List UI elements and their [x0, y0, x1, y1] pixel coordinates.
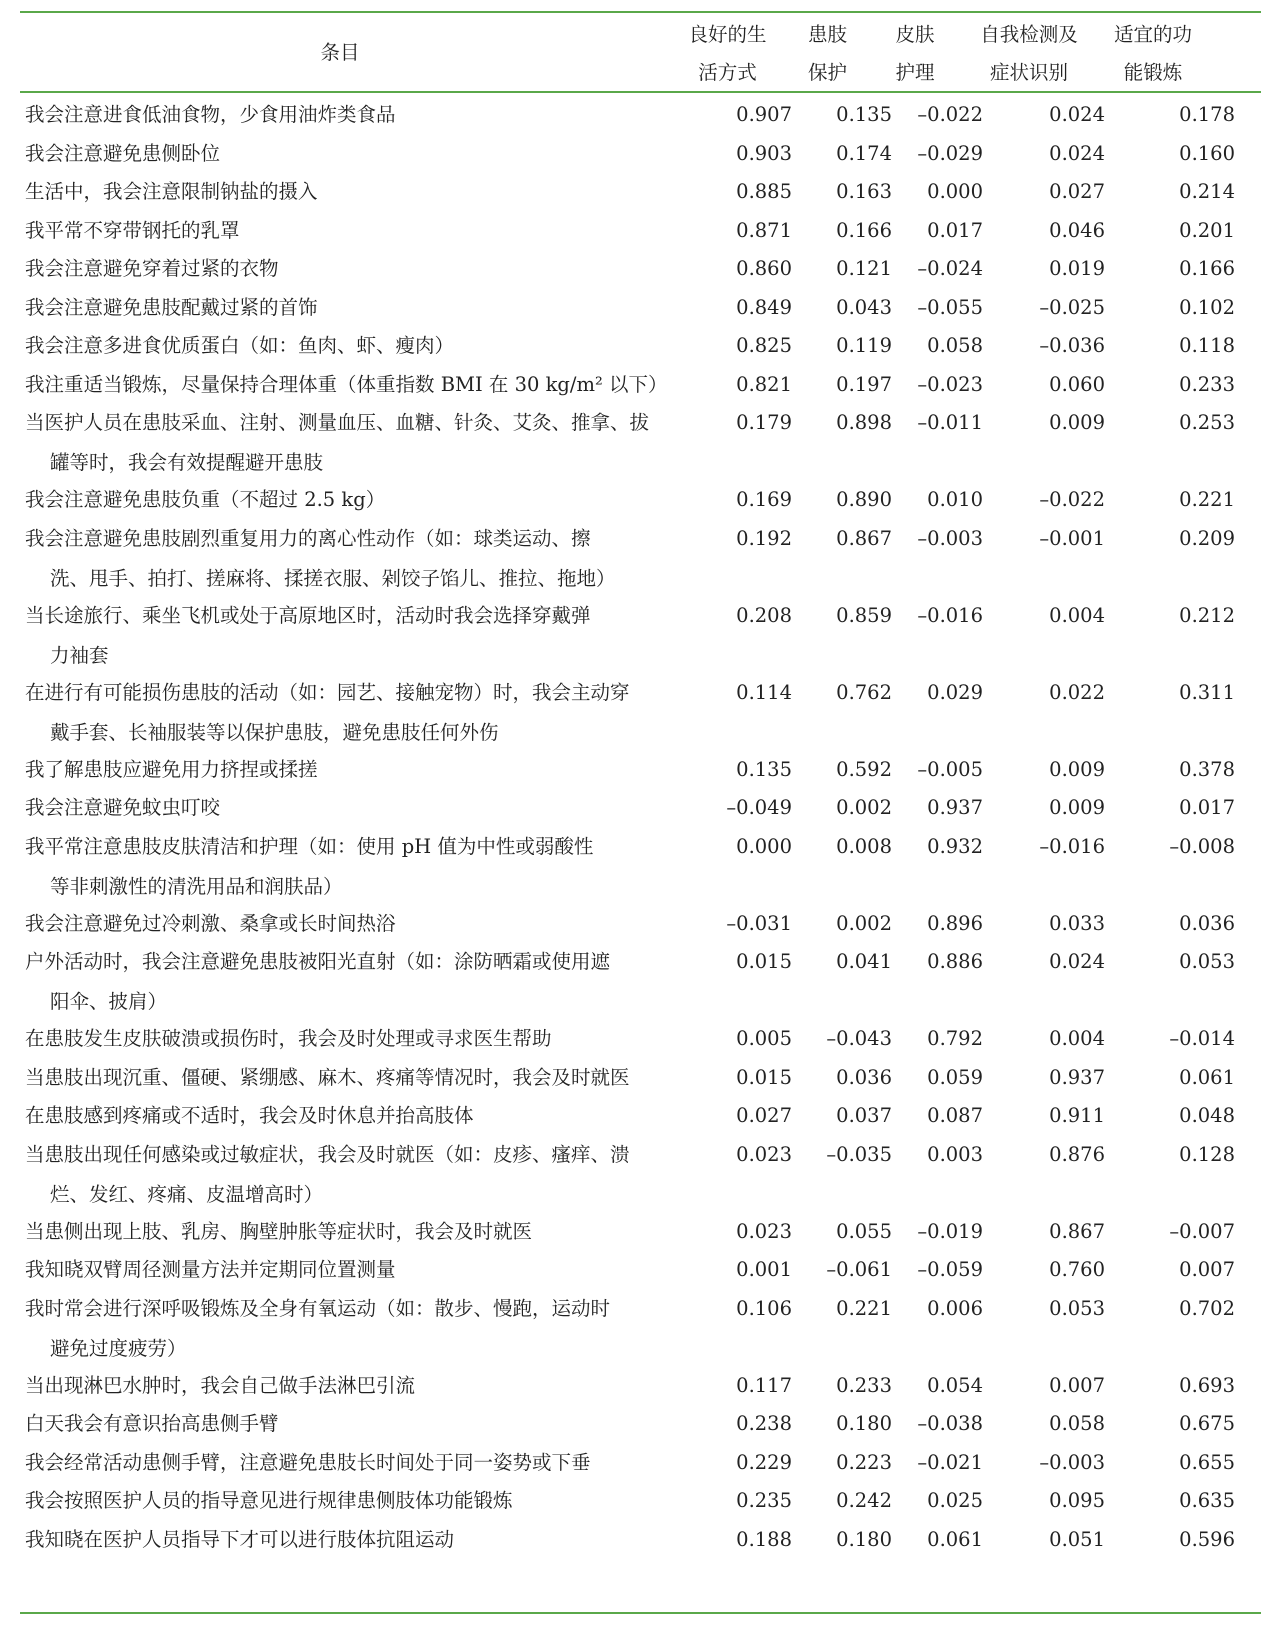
header-col-exercise — [1103, 16, 1203, 92]
value-skin-care: 0.061 — [927, 1527, 983, 1551]
value-skin-care: 0.058 — [927, 334, 983, 357]
table-row — [0, 1096, 1271, 1135]
value-lifestyle: –0.031 — [726, 911, 792, 935]
value-limb-protection: –0.043 — [826, 1027, 892, 1050]
value-lifestyle: 0.015 — [736, 950, 792, 973]
value-limb-protection: 0.180 — [836, 1412, 892, 1435]
row-item-continuation: 洗、甩手、拍打、搓麻将、揉搓衣服、剁饺子馅儿、推拉、拖地） — [50, 566, 616, 590]
value-limb-protection: 0.592 — [836, 757, 892, 781]
row-item-text — [25, 365, 693, 405]
table-row — [0, 1443, 1271, 1482]
value-exercise: 0.178 — [1179, 103, 1235, 126]
value-limb-protection: 0.762 — [836, 680, 892, 704]
value-exercise: 0.118 — [1179, 334, 1235, 357]
table-row — [0, 1250, 1271, 1289]
row-item-line: 我知晓双臂周径测量方法并定期同位置测量 — [25, 1258, 396, 1281]
value-self-monitoring: 0.867 — [1049, 1219, 1105, 1243]
header-col-skin-care — [880, 16, 950, 92]
row-item-line: 我会注意避免过冷刺激、桑拿或长时间热浴 — [25, 911, 396, 935]
row-item-line: 我会注意多进食优质蛋白（如：鱼肉、虾、瘦肉） — [25, 334, 455, 357]
header-col-limb-protection-line2: 保护 — [807, 61, 847, 84]
header-item-label: 条目 — [320, 41, 360, 64]
value-skin-care: –0.022 — [917, 103, 983, 126]
value-exercise: –0.008 — [1169, 834, 1235, 858]
value-skin-care: 0.087 — [927, 1104, 983, 1127]
value-limb-protection: 0.180 — [836, 1527, 892, 1551]
value-skin-care: 0.017 — [927, 218, 983, 242]
header-col-self-monitoring-line1: 自我检测及 — [980, 23, 1078, 46]
header-col-self-monitoring-line2: 症状识别 — [989, 61, 1068, 84]
value-limb-protection: 0.041 — [836, 950, 892, 973]
header-col-limb-protection-line1: 患肢 — [807, 23, 847, 46]
row-item-line: 白天我会有意识抬高患侧手臂 — [25, 1412, 279, 1435]
value-limb-protection: 0.043 — [836, 295, 892, 319]
value-exercise: 0.702 — [1179, 1296, 1235, 1320]
header-col-lifestyle-line2: 活方式 — [698, 61, 757, 84]
value-limb-protection: 0.002 — [836, 911, 892, 935]
value-limb-protection: 0.055 — [836, 1219, 892, 1243]
value-skin-care: –0.024 — [917, 257, 983, 280]
value-self-monitoring: 0.022 — [1049, 680, 1105, 704]
row-item-text — [25, 172, 693, 212]
table-body — [0, 95, 1271, 1558]
value-exercise: 0.233 — [1179, 372, 1235, 396]
table-header — [0, 13, 1271, 91]
header-col-lifestyle — [680, 16, 775, 92]
row-item-text — [25, 904, 693, 944]
table-row — [0, 750, 1271, 789]
value-lifestyle: 0.238 — [736, 1412, 792, 1435]
row-item-line: 当患肢出现任何感染或过敏症状，我会及时就医（如：皮疹、瘙痒、溃 — [25, 1142, 630, 1166]
row-item-text — [25, 596, 693, 676]
value-self-monitoring: –0.022 — [1039, 488, 1105, 511]
value-exercise: 0.166 — [1179, 257, 1235, 280]
row-item-text — [25, 1481, 693, 1521]
value-lifestyle: 0.000 — [736, 834, 792, 858]
value-lifestyle: 0.192 — [736, 526, 792, 550]
value-limb-protection: 0.135 — [836, 103, 892, 126]
value-exercise: 0.655 — [1179, 1450, 1235, 1474]
value-lifestyle: 0.188 — [736, 1527, 792, 1551]
value-exercise: 0.017 — [1179, 796, 1235, 819]
table-row — [0, 172, 1271, 211]
row-item-line: 我了解患肢应避免用力挤捏或揉搓 — [25, 757, 318, 781]
row-item-line: 当长途旅行、乘坐飞机或处于高原地区时，活动时我会选择穿戴弹 — [25, 603, 591, 627]
value-limb-protection: 0.036 — [836, 1065, 892, 1089]
value-exercise: 0.596 — [1179, 1527, 1235, 1551]
value-skin-care: –0.038 — [917, 1412, 983, 1435]
value-exercise: 0.053 — [1179, 950, 1235, 973]
row-item-line: 我会注意避免患肢配戴过紧的首饰 — [25, 295, 318, 319]
table-row — [0, 1481, 1271, 1520]
value-lifestyle: 0.179 — [736, 411, 792, 434]
row-item-text — [25, 1250, 693, 1290]
row-item-text — [25, 519, 693, 599]
value-skin-care: 0.006 — [927, 1296, 983, 1320]
value-limb-protection: –0.061 — [826, 1258, 892, 1281]
row-item-text — [25, 942, 693, 1022]
row-item-line: 我平常注意患肢皮肤清洁和护理（如：使用 pH 值为中性或弱酸性 — [25, 834, 594, 858]
table-row — [0, 1135, 1271, 1212]
value-self-monitoring: 0.876 — [1049, 1142, 1105, 1166]
value-lifestyle: 0.001 — [736, 1258, 792, 1281]
value-self-monitoring: 0.009 — [1049, 411, 1105, 434]
value-lifestyle: 0.860 — [736, 257, 792, 280]
value-limb-protection: 0.197 — [836, 372, 892, 396]
value-limb-protection: 0.898 — [836, 411, 892, 434]
value-self-monitoring: –0.025 — [1039, 295, 1105, 319]
row-item-line: 我会注意进食低油食物，少食用油炸类食品 — [25, 103, 396, 126]
row-item-line: 我会经常活动患侧手臂，注意避免患肢长时间处于同一姿势或下垂 — [25, 1450, 591, 1474]
table-row — [0, 673, 1271, 750]
value-exercise: 0.007 — [1179, 1258, 1235, 1281]
table-row — [0, 942, 1271, 1019]
row-item-line: 我平常不穿带钢托的乳罩 — [25, 218, 240, 242]
table-bottom-rule — [20, 1612, 1261, 1614]
table-row — [0, 480, 1271, 519]
value-self-monitoring: 0.095 — [1049, 1489, 1105, 1512]
value-self-monitoring: 0.024 — [1049, 141, 1105, 165]
row-item-line: 我会按照医护人员的指导意见进行规律患侧肢体功能锻炼 — [25, 1489, 513, 1512]
table-row — [0, 1019, 1271, 1058]
row-item-line: 我注重适当锻炼，尽量保持合理体重（体重指数 BMI 在 30 kg/m² 以下） — [25, 372, 668, 396]
value-limb-protection: 0.859 — [836, 603, 892, 627]
value-limb-protection: –0.035 — [826, 1142, 892, 1166]
row-item-text — [25, 403, 693, 483]
table-row — [0, 1212, 1271, 1251]
row-item-line: 当患肢出现沉重、僵硬、紧绷感、麻木、疼痛等情况时，我会及时就医 — [25, 1065, 630, 1089]
table-row — [0, 1058, 1271, 1097]
header-col-skin-care-line1: 皮肤 — [895, 23, 935, 46]
value-skin-care: 0.000 — [927, 180, 983, 203]
value-self-monitoring: 0.019 — [1049, 257, 1105, 280]
value-exercise: –0.007 — [1169, 1219, 1235, 1243]
value-limb-protection: 0.221 — [836, 1296, 892, 1320]
value-skin-care: 0.937 — [927, 796, 983, 819]
row-item-text — [25, 1520, 693, 1560]
value-self-monitoring: 0.058 — [1049, 1412, 1105, 1435]
row-item-continuation: 等非刺激性的清洗用品和润肤品） — [50, 874, 343, 898]
value-exercise: 0.635 — [1179, 1489, 1235, 1512]
row-item-line: 我时常会进行深呼吸锻炼及全身有氧运动（如：散步、慢跑，运动时 — [25, 1296, 611, 1320]
table-row — [0, 95, 1271, 134]
value-exercise: 0.212 — [1179, 603, 1235, 627]
value-lifestyle: 0.885 — [736, 180, 792, 203]
row-item-text — [25, 673, 693, 753]
row-item-text — [25, 1135, 693, 1215]
row-item-line: 户外活动时，我会注意避免患肢被阳光直射（如：涂防晒霜或使用遮 — [25, 950, 611, 973]
value-skin-care: 0.003 — [927, 1142, 983, 1166]
value-skin-care: –0.029 — [917, 141, 983, 165]
value-lifestyle: 0.015 — [736, 1065, 792, 1089]
value-limb-protection: 0.121 — [836, 257, 892, 280]
row-item-line: 我知晓在医护人员指导下才可以进行肢体抗阻运动 — [25, 1527, 455, 1551]
header-col-skin-care-line2: 护理 — [895, 61, 935, 84]
row-item-text — [25, 788, 693, 828]
value-lifestyle: 0.208 — [736, 603, 792, 627]
table-row — [0, 904, 1271, 943]
value-skin-care: 0.029 — [927, 680, 983, 704]
value-limb-protection: 0.002 — [836, 796, 892, 819]
value-lifestyle: –0.049 — [726, 796, 792, 819]
value-self-monitoring: 0.051 — [1049, 1527, 1105, 1551]
value-exercise: 0.253 — [1179, 411, 1235, 434]
row-item-line: 我会注意避免穿着过紧的衣物 — [25, 257, 279, 280]
value-skin-care: 0.932 — [927, 834, 983, 858]
value-lifestyle: 0.023 — [736, 1142, 792, 1166]
value-lifestyle: 0.821 — [736, 372, 792, 396]
value-self-monitoring: –0.036 — [1039, 334, 1105, 357]
value-limb-protection: 0.166 — [836, 218, 892, 242]
value-skin-care: –0.021 — [917, 1450, 983, 1474]
row-item-continuation: 烂、发红、疼痛、皮温增高时） — [50, 1182, 324, 1206]
row-item-line: 当医护人员在患肢采血、注射、测量血压、血糖、针灸、艾灸、推拿、拔 — [25, 411, 650, 434]
value-self-monitoring: 0.024 — [1049, 103, 1105, 126]
row-item-continuation: 力袖套 — [50, 643, 109, 667]
table-row — [0, 365, 1271, 404]
table-row — [0, 1404, 1271, 1443]
header-item — [20, 34, 660, 72]
header-col-lifestyle-line1: 良好的生 — [688, 23, 767, 46]
row-item-text — [25, 211, 693, 251]
value-limb-protection: 0.008 — [836, 834, 892, 858]
value-lifestyle: 0.229 — [736, 1450, 792, 1474]
table-row — [0, 403, 1271, 480]
value-limb-protection: 0.867 — [836, 526, 892, 550]
value-limb-protection: 0.223 — [836, 1450, 892, 1474]
value-limb-protection: 0.233 — [836, 1373, 892, 1397]
row-item-text — [25, 1443, 693, 1483]
value-skin-care: 0.059 — [927, 1065, 983, 1089]
value-exercise: –0.014 — [1169, 1027, 1235, 1050]
value-exercise: 0.209 — [1179, 526, 1235, 550]
value-lifestyle: 0.027 — [736, 1104, 792, 1127]
value-lifestyle: 0.907 — [736, 103, 792, 126]
value-exercise: 0.036 — [1179, 911, 1235, 935]
value-self-monitoring: 0.060 — [1049, 372, 1105, 396]
row-item-continuation: 阳伞、披肩） — [50, 990, 168, 1013]
header-col-limb-protection — [790, 16, 865, 92]
value-skin-care: –0.019 — [917, 1219, 983, 1243]
table-row — [0, 326, 1271, 365]
table-row — [0, 1289, 1271, 1366]
value-skin-care: 0.054 — [927, 1373, 983, 1397]
value-limb-protection: 0.174 — [836, 141, 892, 165]
row-item-line: 在患肢感到疼痛或不适时，我会及时休息并抬高肢体 — [25, 1104, 474, 1127]
row-item-text — [25, 750, 693, 790]
table-header-rule — [20, 91, 1261, 93]
value-skin-care: –0.005 — [917, 757, 983, 781]
table-row — [0, 1520, 1271, 1559]
value-lifestyle: 0.117 — [736, 1373, 792, 1397]
value-lifestyle: 0.135 — [736, 757, 792, 781]
value-lifestyle: 0.871 — [736, 218, 792, 242]
value-self-monitoring: –0.016 — [1039, 834, 1105, 858]
header-col-self-monitoring — [965, 16, 1093, 92]
row-item-text — [25, 95, 693, 135]
value-skin-care: –0.023 — [917, 372, 983, 396]
row-item-line: 生活中，我会注意限制钠盐的摄入 — [25, 180, 318, 203]
row-item-text — [25, 249, 693, 289]
value-skin-care: 0.886 — [927, 950, 983, 973]
row-item-text — [25, 480, 693, 520]
value-skin-care: 0.025 — [927, 1489, 983, 1512]
row-item-continuation: 罐等时，我会有效提醒避开患肢 — [50, 451, 324, 474]
value-limb-protection: 0.163 — [836, 180, 892, 203]
value-self-monitoring: 0.937 — [1049, 1065, 1105, 1089]
row-item-text — [25, 134, 693, 174]
value-limb-protection: 0.037 — [836, 1104, 892, 1127]
table-row — [0, 1366, 1271, 1405]
value-limb-protection: 0.242 — [836, 1489, 892, 1512]
table-row — [0, 519, 1271, 596]
header-col-exercise-line2: 能锻炼 — [1123, 61, 1183, 84]
row-item-line: 我会注意避免患侧卧位 — [25, 141, 221, 165]
value-exercise: 0.378 — [1179, 757, 1235, 781]
value-self-monitoring: 0.027 — [1049, 180, 1105, 203]
value-lifestyle: 0.235 — [736, 1489, 792, 1512]
value-lifestyle: 0.903 — [736, 141, 792, 165]
value-exercise: 0.048 — [1179, 1104, 1235, 1127]
row-item-text — [25, 827, 693, 907]
value-self-monitoring: 0.004 — [1049, 1027, 1105, 1050]
row-item-text — [25, 1058, 693, 1098]
value-self-monitoring: –0.001 — [1039, 526, 1105, 550]
value-lifestyle: 0.005 — [736, 1027, 792, 1050]
value-lifestyle: 0.114 — [736, 680, 792, 704]
value-self-monitoring: 0.004 — [1049, 603, 1105, 627]
value-skin-care: –0.059 — [917, 1258, 983, 1281]
value-self-monitoring: 0.760 — [1049, 1258, 1105, 1281]
table-row — [0, 596, 1271, 673]
value-skin-care: –0.011 — [917, 411, 983, 434]
value-self-monitoring: 0.053 — [1049, 1296, 1105, 1320]
value-lifestyle: 0.169 — [736, 488, 792, 511]
value-lifestyle: 0.023 — [736, 1219, 792, 1243]
row-item-text — [25, 288, 693, 328]
value-exercise: 0.061 — [1179, 1065, 1235, 1089]
value-skin-care: –0.055 — [917, 295, 983, 319]
row-item-line: 当患侧出现上肢、乳房、胸壁肿胀等症状时，我会及时就医 — [25, 1219, 533, 1243]
row-item-text — [25, 1366, 693, 1406]
row-item-line: 我会注意避免蚊虫叮咬 — [25, 796, 221, 819]
row-item-line: 在进行有可能损伤患肢的活动（如：园艺、接触宠物）时，我会主动穿 — [25, 680, 630, 704]
value-self-monitoring: –0.003 — [1039, 1450, 1105, 1474]
value-self-monitoring: 0.911 — [1049, 1104, 1105, 1127]
value-lifestyle: 0.825 — [736, 334, 792, 357]
table-row — [0, 211, 1271, 250]
row-item-continuation: 避免过度疲劳） — [50, 1336, 187, 1360]
value-skin-care: –0.016 — [917, 603, 983, 627]
row-item-text — [25, 1019, 693, 1059]
row-item-text — [25, 1404, 693, 1444]
value-exercise: 0.311 — [1179, 680, 1235, 704]
value-self-monitoring: 0.033 — [1049, 911, 1105, 935]
value-exercise: 0.201 — [1179, 218, 1235, 242]
row-item-text — [25, 1096, 693, 1136]
value-self-monitoring: 0.007 — [1049, 1373, 1105, 1397]
value-skin-care: –0.003 — [917, 526, 983, 550]
value-exercise: 0.102 — [1179, 295, 1235, 319]
row-item-continuation: 戴手套、长袖服装等以保护患肢，避免患肢任何外伤 — [50, 720, 499, 744]
row-item-line: 在患肢发生皮肤破溃或损伤时，我会及时处理或寻求医生帮助 — [25, 1027, 552, 1050]
value-limb-protection: 0.890 — [836, 488, 892, 511]
row-item-line: 当出现淋巴水肿时，我会自己做手法淋巴引流 — [25, 1373, 416, 1397]
value-self-monitoring: 0.046 — [1049, 218, 1105, 242]
header-col-exercise-line1: 适宜的功 — [1113, 23, 1192, 46]
row-item-text — [25, 1212, 693, 1252]
table-row — [0, 827, 1271, 904]
row-item-text — [25, 1289, 693, 1369]
value-exercise: 0.160 — [1179, 141, 1235, 165]
value-skin-care: 0.010 — [927, 488, 983, 511]
table-row — [0, 288, 1271, 327]
table-row — [0, 249, 1271, 288]
table-row — [0, 134, 1271, 173]
value-limb-protection: 0.119 — [836, 334, 892, 357]
value-skin-care: 0.896 — [927, 911, 983, 935]
value-exercise: 0.214 — [1179, 180, 1235, 203]
value-lifestyle: 0.849 — [736, 295, 792, 319]
row-item-line: 我会注意避免患肢剧烈重复用力的离心性动作（如：球类运动、擦 — [25, 526, 591, 550]
value-skin-care: 0.792 — [927, 1027, 983, 1050]
value-self-monitoring: 0.009 — [1049, 757, 1105, 781]
value-self-monitoring: 0.009 — [1049, 796, 1105, 819]
value-lifestyle: 0.106 — [736, 1296, 792, 1320]
value-exercise: 0.693 — [1179, 1373, 1235, 1397]
value-exercise: 0.221 — [1179, 488, 1235, 511]
row-item-text — [25, 326, 693, 366]
table-row — [0, 788, 1271, 827]
row-item-line: 我会注意避免患肢负重（不超过 2.5 kg） — [25, 488, 386, 511]
value-exercise: 0.675 — [1179, 1412, 1235, 1435]
value-exercise: 0.128 — [1179, 1142, 1235, 1166]
value-self-monitoring: 0.024 — [1049, 950, 1105, 973]
